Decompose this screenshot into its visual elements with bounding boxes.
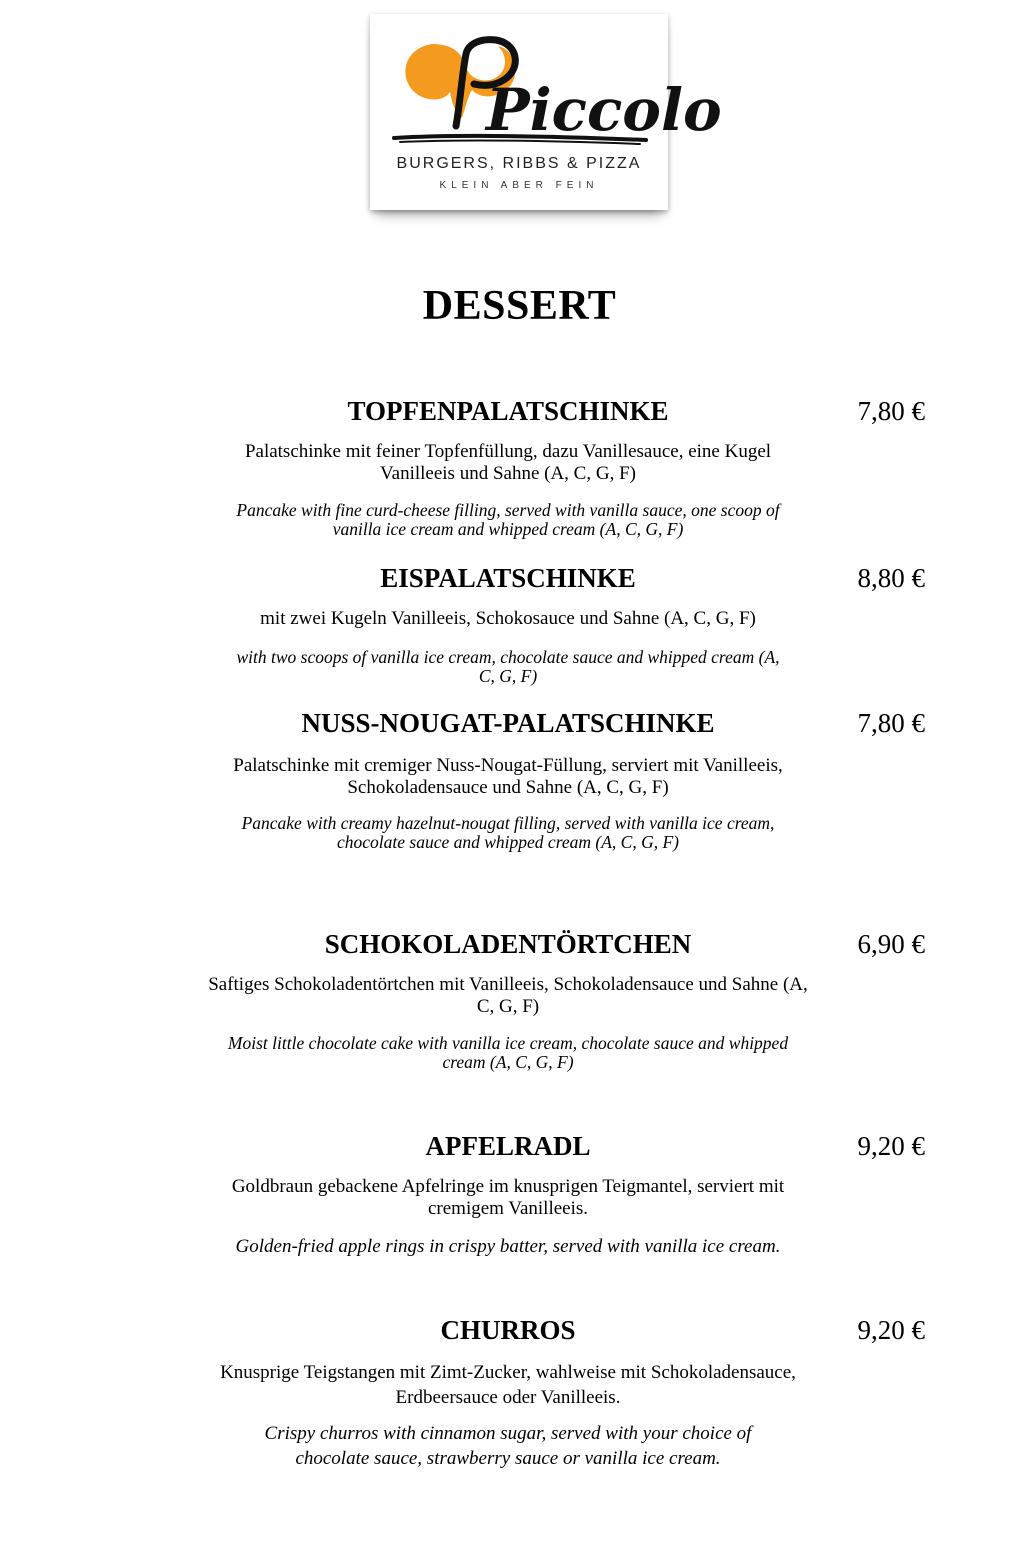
item-description-de: Palatschinke mit feiner Topfenfüllung, dazu Vanillesauce, eine Kugel Vanilleeis und Sahne (A, C, G, F) <box>244 441 772 484</box>
item-price: 7,80 € <box>857 708 925 738</box>
logo-wordmark: Piccolo <box>486 76 722 144</box>
item-description-de: Goldbraun gebackene Apfelringe im knusprigen Teigmantel, serviert mit cremigem Vanilleeis. <box>231 1176 785 1219</box>
item-description-de: Knusprige Teigstangen mit Zimt-Zucker, wahlweise mit Schokoladensauce, Erdbeersauce oder Vanilleeis. <box>220 1362 796 1408</box>
item-description-en: with two scoops of vanilla ice cream, chocolate sauce and whipped cream (A, C, G, F) <box>236 647 780 686</box>
item-name: APFELRADL <box>425 1131 591 1161</box>
item-description-de: Saftiges Schokoladentörtchen mit Vanilleeis, Schokoladensauce und Sahne (A, C, G, F) <box>208 974 808 1017</box>
item-price: 8,80 € <box>857 563 925 593</box>
item-price: 7,80 € <box>857 396 925 426</box>
item-description-en: Pancake with fine curd-cheese filling, served with vanilla sauce, one scoop of vanilla ice cream and whipped cream (A, C, G, F) <box>236 500 780 539</box>
item-name: EISPALATSCHINKE <box>380 563 636 593</box>
item-description-de: mit zwei Kugeln Vanilleeis, Schokosauce und Sahne (A, C, G, F) <box>260 608 756 629</box>
item-description-en: Crispy churros with cinnamon sugar, served with your choice of chocolate sauce, strawberry sauce or vanilla ice cream. <box>264 1423 752 1469</box>
item-name: NUSS-NOUGAT-PALATSCHINKE <box>301 708 715 738</box>
item-description-de: Palatschinke mit cremiger Nuss-Nougat-Füllung, serviert mit Vanilleeis, Schokoladensauce und Sahne (A, C, G, F) <box>233 755 783 798</box>
logo-card <box>370 14 722 210</box>
logo-tagline: KLEIN ABER FEIN <box>439 180 599 191</box>
item-name: CHURROS <box>440 1315 576 1345</box>
item-price: 9,20 € <box>857 1315 925 1345</box>
item-name: SCHOKOLADENTÖRTCHEN <box>324 929 692 959</box>
item-price: 6,90 € <box>857 929 925 959</box>
item-description-en: Golden-fried apple rings in crispy batter, served with vanilla ice cream. <box>235 1236 781 1257</box>
item-description-en: Pancake with creamy hazelnut-nougat filling, served with vanilla ice cream, chocolate sauce and whipped cream (A, C, G, F) <box>241 813 775 852</box>
item-price: 9,20 € <box>857 1131 925 1161</box>
page-title: DESSERT <box>422 283 617 329</box>
piccolo-logo-image <box>370 14 722 210</box>
item-name: TOPFENPALATSCHINKE <box>347 396 669 426</box>
logo-subtitle: BURGERS, RIBBS & PIZZA <box>396 155 642 172</box>
item-description-en: Moist little chocolate cake with vanilla ice cream, chocolate sauce and whipped cream (A, C, G, F) <box>227 1033 789 1072</box>
